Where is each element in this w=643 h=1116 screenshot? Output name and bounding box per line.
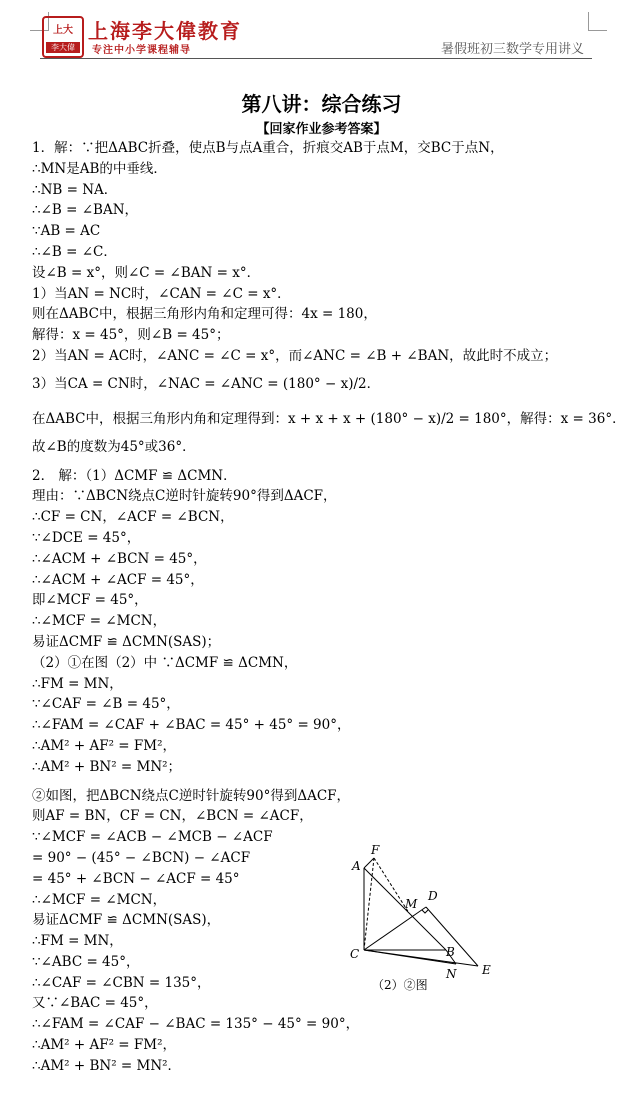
text-line: ∵∠MCF = ∠ACB − ∠MCB − ∠ACF [32,829,273,846]
text-line: ∵AB = AC [32,223,101,240]
page-header [40,14,592,59]
text-line: ②如图，把ΔBCN绕点C逆时针旋转90°得到ΔACF， [32,787,351,804]
text-line: 易证ΔCMF ≌ ΔCMN(SAS)； [32,633,221,650]
text-line: ∴∠B = ∠C． [32,243,117,260]
right-angle-mark [422,910,428,913]
text-line: 即∠MCF = 45°， [32,592,148,609]
text-line: 1）当AN = NC时，∠CAN = ∠C = x°． [32,285,291,302]
text-line: 又∵∠BAC = 45°， [32,995,158,1012]
text-line: 故∠B的度数为45°或36°． [32,438,196,455]
text-line: ∵∠ABC = 45°， [32,953,140,970]
figure-caption: （2）②图 [372,978,428,992]
text-line: ∴NB = NA． [32,181,118,198]
brand-name: 上海李大偉教育 [88,19,242,43]
label-b: B [446,945,455,959]
text-line: 解得：x = 45°，则∠B = 45°； [32,327,230,344]
text-line: ∴∠FAM = ∠CAF − ∠BAC = 135° − 45° = 90°， [32,1016,360,1033]
text-line: ∴∠ACM + ∠BCN = 45°， [32,550,207,567]
text-line: 3）当CA = CN时，∠NAC = ∠ANC = (180° − x)/2． [32,375,381,392]
text-line: ∴∠MCF = ∠MCN， [32,613,167,630]
logo-text-top: 上大 [53,25,73,36]
text-line: 在ΔABC中，根据三角形内角和定理得到：x + x + x + (180° − x)/2 = 180°，解得：x = 36°． [32,410,626,427]
text-line: ∴AM² + BN² = MN²； [32,758,182,775]
logo-text-bottom: 李大偉 [46,42,80,53]
text-line: 易证ΔCMF ≌ ΔCMN(SAS)， [32,912,221,929]
brand-slogan: 专注中小学课程辅导 [92,45,191,56]
text-line: ∵∠CAF = ∠B = 45°， [32,696,180,713]
text-line: ∴∠CAF = ∠CBN = 135°， [32,974,211,991]
text-line: ∴AM² + AF² = FM²， [32,737,176,754]
text-line: 理由：∵ΔBCN绕点C逆时针旋转90°得到ΔACF， [32,488,337,505]
label-a: A [352,859,361,873]
text-line: ∴∠MCF = ∠MCN， [32,891,167,908]
text-line: ∴CF = CN，∠ACF = ∠BCN， [32,509,234,526]
text-line: = 45° + ∠BCN − ∠ACF = 45° [32,870,240,887]
text-line: 则AF = BN，CF = CN，∠BCN = ∠ACF， [32,808,313,825]
text-line: 2． 解：（1）ΔCMF ≌ ΔCMN． [32,467,237,484]
text-line: ∴AM² + BN² = MN²． [32,1057,182,1074]
text-line: ∴MN是AB的中垂线． [32,160,167,177]
text-line: ∵∠DCE = 45°， [32,529,141,546]
page-title: 第八讲：综合练习 [241,92,402,116]
label-n: N [446,967,457,981]
segment-fm [374,858,409,913]
text-line: 1．解：∵把ΔABC折叠，使点B与点A重合，折痕交AB于点M，交BC于点N， [32,140,504,156]
text-line: 设∠B = x°，则∠C = ∠BAN = x°． [32,264,261,281]
label-e: E [482,963,491,977]
segment-cf [364,858,374,950]
text-line: ∴FM = MN， [32,933,123,950]
label-d: D [428,889,438,903]
text-line: （2）①在图（2）中 ∵ΔCMF ≌ ΔCMN， [32,654,298,671]
text-line: 2）当AN = AC时，∠ANC = ∠C = x°，而∠ANC = ∠B + ∠BAN，故此时不成立； [32,347,558,364]
segment-af [364,858,374,868]
text-line: 则在ΔABC中，根据三角形内角和定理可得：4x = 180， [32,306,377,323]
text-line: ∴FM = MN， [32,675,123,692]
text-line: ∴∠ACM + ∠ACF = 45°， [32,571,204,588]
text-line: ∴AM² + AF² = FM²， [32,1037,176,1054]
text-line: ∴∠B = ∠BAN， [32,202,139,219]
text-line: = 90° − (45° − ∠BCN) − ∠ACF [32,849,251,866]
section-subtitle: 【回家作业参考答案】 [256,122,387,137]
brand-logo [42,16,84,58]
segment-cn [364,950,456,964]
text-line: ∴∠FAM = ∠CAF + ∠BAC = 45° + 45° = 90°， [32,717,351,734]
label-f: F [371,843,380,857]
segment-cd [364,907,426,950]
course-name: 暑假班初三数学专用讲义 [440,42,584,57]
label-c: C [350,947,360,961]
label-m: M [405,897,418,911]
answer-body [32,138,626,1077]
geometry-figure [342,838,502,988]
